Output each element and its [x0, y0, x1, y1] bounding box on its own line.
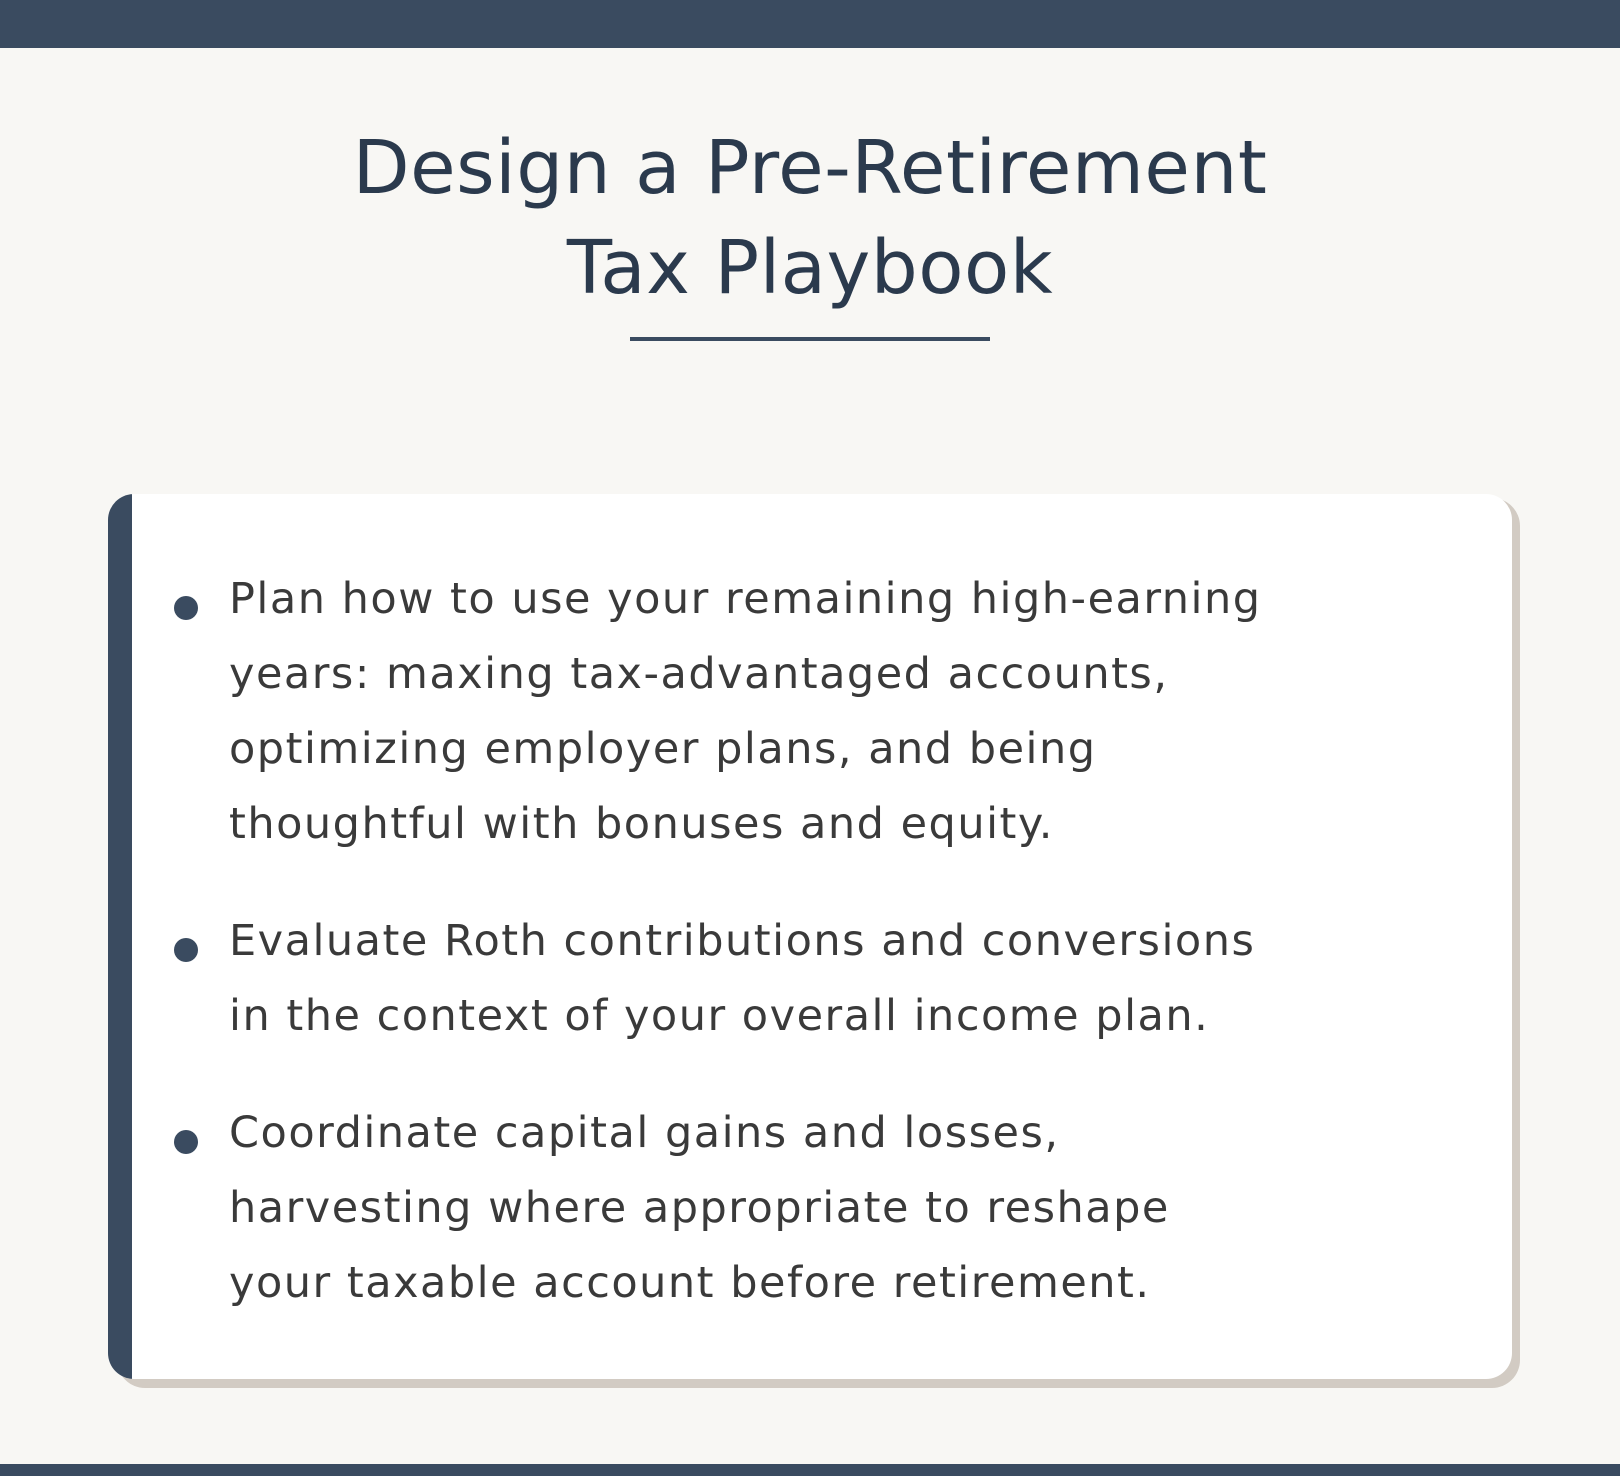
bullet-list — [108, 562, 1379, 1363]
content-card — [108, 494, 1512, 1379]
bullet-dot-icon — [174, 938, 198, 962]
bullet-dot-icon — [174, 596, 198, 620]
bullet-text: Coordinate capital gains and losses, harvesting where appropriate to reshape your taxable account before retirement. — [229, 1108, 1170, 1308]
bullet-dot-icon — [174, 1130, 198, 1154]
bullet-text: Plan how to use your remaining high-earning years: maxing tax-advantaged accounts, optimizing employer plans, and being thoughtful with bonuses and equity. — [229, 574, 1262, 849]
list-item — [108, 1096, 1379, 1321]
bottom-accent-bar — [0, 1464, 1620, 1476]
list-item — [108, 562, 1379, 862]
bullet-text: Evaluate Roth contributions and conversions in the context of your overall income plan. — [229, 916, 1256, 1041]
top-accent-bar — [0, 0, 1620, 48]
list-item — [108, 904, 1379, 1054]
page-title: Design a Pre-Retirement Tax Playbook — [352, 125, 1268, 311]
title-underline — [630, 337, 990, 341]
